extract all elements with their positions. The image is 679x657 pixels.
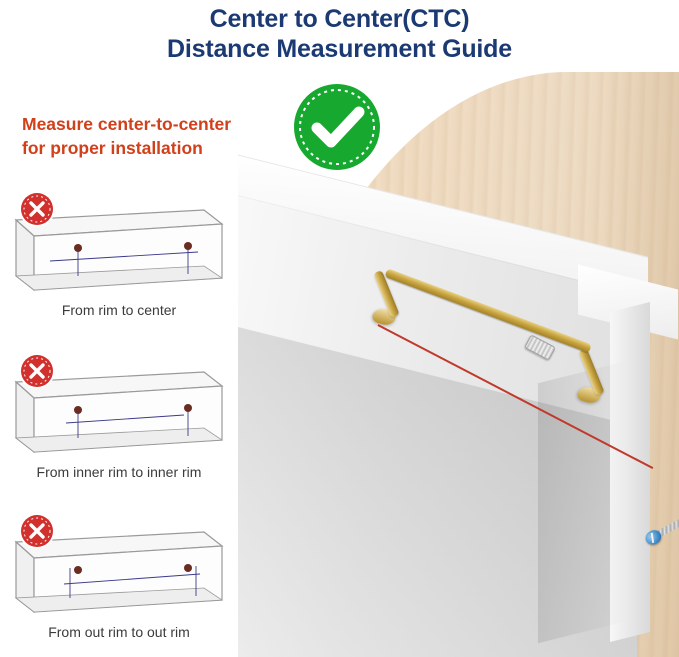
red-x-badge-icon [18,190,56,228]
wrong-example-1 [8,190,234,318]
check-badge-svg [288,78,386,176]
handle-grip-bar [384,268,591,353]
x-badge-svg-1 [18,190,56,228]
gold-pull-handle [356,190,616,450]
annotation-line-1: Measure center-to-center [22,114,232,134]
red-x-badge-icon [18,352,56,390]
wrong-example-caption: From out rim to out rim [48,624,190,640]
wrong-example-2 [8,352,234,480]
drawer-diagram-3 [8,512,230,622]
page-title [0,4,679,64]
drawer-diagram-1 [8,190,230,300]
drawer-diagram-2 [8,352,230,462]
wrong-example-caption: From rim to center [61,302,177,318]
wrong-example-caption: From inner rim to inner rim [36,464,202,480]
title-line-2: Distance Measurement Guide [167,35,512,63]
annotation-text [22,112,284,160]
x-badge-svg-3 [18,512,56,550]
annotation-line-2: for proper installation [22,138,203,158]
green-check-badge-icon [288,78,386,176]
title-line-1: Center to Center(CTC) [209,5,470,33]
wrong-example-3 [8,512,234,640]
x-badge-svg-2 [18,352,56,390]
red-x-badge-icon [18,512,56,550]
